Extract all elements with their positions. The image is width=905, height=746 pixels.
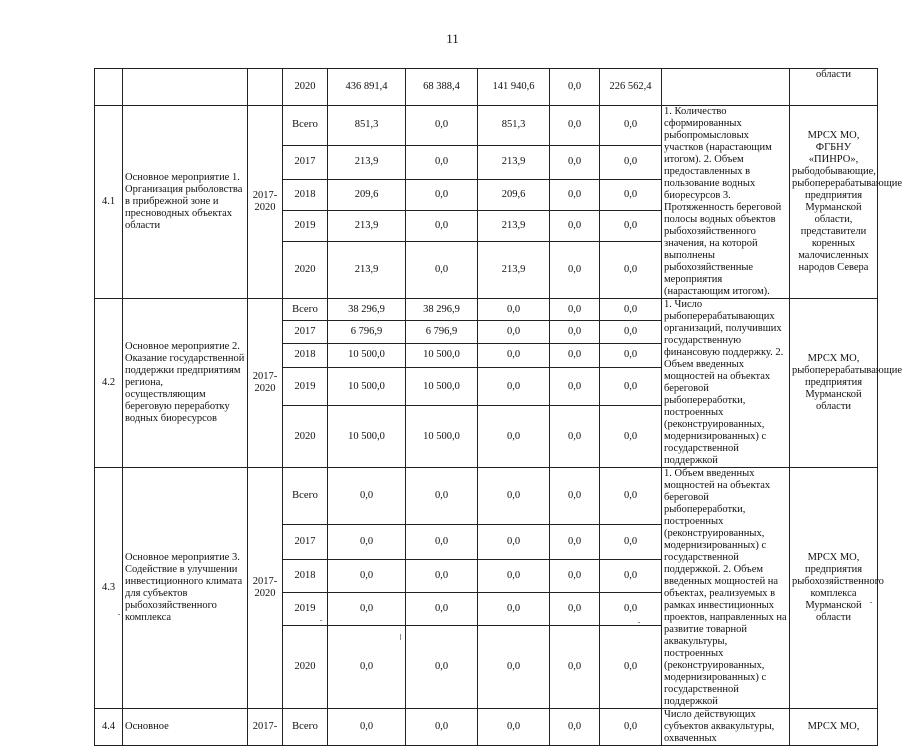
period-cell: [248, 69, 283, 106]
value-cell: 0,0: [600, 343, 662, 368]
value-cell: 0,0: [600, 524, 662, 560]
page-number: 11: [446, 31, 459, 46]
value-cell: 10 500,0: [406, 406, 478, 468]
year-cell: 2017: [283, 145, 328, 179]
value-cell: 0,0: [406, 145, 478, 179]
name-cell: [123, 69, 248, 106]
value-cell: 0,0: [600, 625, 662, 708]
value-cell: 0,0: [550, 524, 600, 560]
value-cell: 0,0: [550, 343, 600, 368]
indicators-cell: 1. Объем введенных мощностей на объектах береговой рыбопереработки, построенных (реконструированных, модернизированных) с государственной поддержкой. 2. Объем введенных мощностей на объектах, реализуемых в рамках инвестиционных проектов, направленных на развитие товарной аквакультуры, построенных (реконструированных, модернизированных) с государственной поддержкой: [662, 468, 790, 709]
year-cell: 2018: [283, 343, 328, 368]
value-cell: 0,0: [550, 321, 600, 343]
value-cell: 0,0: [406, 106, 478, 146]
year-cell: 2019: [283, 368, 328, 406]
executor-cell: МРСХ МО,: [790, 709, 878, 746]
value-cell: 0,0: [550, 69, 600, 106]
table-row: [95, 106, 878, 146]
value-cell: 0,0: [406, 560, 478, 593]
value-cell: 0,0: [478, 299, 550, 321]
value-cell: 0,0: [478, 560, 550, 593]
activity-name: Основное: [123, 709, 248, 746]
value-cell: 213,9: [328, 211, 406, 242]
table-row: [95, 468, 878, 525]
value-cell: 6 796,9: [406, 321, 478, 343]
activity-name: Основное мероприятие 2. Оказание государственной поддержки предприятиям региона, осуществляющим береговую переработку водных биоресурсов: [123, 299, 248, 468]
value-cell: 10 500,0: [406, 343, 478, 368]
value-cell: 0,0: [478, 406, 550, 468]
value-cell: 0,0: [550, 406, 600, 468]
value-cell: 141 940,6: [478, 69, 550, 106]
value-cell: 0,0: [478, 343, 550, 368]
value-cell: 0,0: [406, 211, 478, 242]
value-cell: 0,0: [550, 145, 600, 179]
executor-cell: области: [790, 69, 878, 106]
value-cell: 0,0: [406, 179, 478, 210]
year-cell: Всего: [283, 299, 328, 321]
value-cell: 0,0: [600, 406, 662, 468]
value-cell: 0,0: [600, 145, 662, 179]
value-cell: 10 500,0: [328, 343, 406, 368]
value-cell: 0,0: [600, 368, 662, 406]
year-cell: 2020: [283, 69, 328, 106]
value-cell: 0,0: [478, 321, 550, 343]
code-cell: [95, 69, 123, 106]
activity-period: 2017-2020: [248, 106, 283, 299]
value-cell: 68 388,4: [406, 69, 478, 106]
indicators-cell: 1. Число рыбоперерабатывающих организаций, получивших государственную финансовую поддержку. 2. Объем введенных мощностей на объектах береговой рыбопереработки, построенных (реконструированных, модернизированных) с государственной поддержкой: [662, 299, 790, 468]
value-cell: 213,9: [478, 145, 550, 179]
value-cell: 0,0: [478, 468, 550, 525]
value-cell: 0,0: [600, 592, 662, 625]
year-cell: 2018: [283, 179, 328, 210]
value-cell: 0,0: [406, 242, 478, 299]
activity-period: 2017-: [248, 709, 283, 746]
value-cell: 0,0: [550, 299, 600, 321]
value-cell: 0,0: [550, 625, 600, 708]
year-cell: 2017: [283, 321, 328, 343]
table-row: [95, 299, 878, 321]
year-cell: Всего: [283, 709, 328, 746]
value-cell: 213,9: [478, 211, 550, 242]
value-cell: 0,0: [478, 709, 550, 746]
activity-code: 4.2: [95, 299, 123, 468]
activity-code: 4.3: [95, 468, 123, 709]
value-cell: 851,3: [328, 106, 406, 146]
value-cell: 10 500,0: [328, 368, 406, 406]
value-cell: 213,9: [328, 242, 406, 299]
value-cell: 38 296,9: [406, 299, 478, 321]
value-cell: 0,0: [478, 368, 550, 406]
value-cell: 0,0: [406, 709, 478, 746]
activity-period: 2017-2020: [248, 299, 283, 468]
indicators-cell: 1. Количество сформированных рыбопромысловых участков (нарастающим итогом). 2. Объем предоставленных в пользование водных биоресурсов 3. Протяженность береговой полосы водных объектов рыбохозяйственного значения, на которой выполнены рыбохозяйственные мероприятия (нарастающим итогом).: [662, 106, 790, 299]
value-cell: 436 891,4: [328, 69, 406, 106]
year-cell: 2019: [283, 211, 328, 242]
indicators-cell: [662, 69, 790, 106]
value-cell: 0,0: [600, 211, 662, 242]
value-cell: 0,0: [550, 242, 600, 299]
year-cell: Всего: [283, 106, 328, 146]
value-cell: 0,0: [406, 524, 478, 560]
value-cell: 0,0: [600, 560, 662, 593]
value-cell: 213,9: [328, 145, 406, 179]
value-cell: 0,0: [550, 560, 600, 593]
value-cell: 0,0: [600, 106, 662, 146]
value-cell: 0,0: [478, 524, 550, 560]
value-cell: 0,0: [600, 242, 662, 299]
value-cell: 213,9: [478, 242, 550, 299]
scan-noise: [90, 600, 880, 640]
value-cell: 0,0: [550, 106, 600, 146]
year-cell: 2017: [283, 524, 328, 560]
value-cell: 0,0: [328, 592, 406, 625]
year-cell: 2020: [283, 242, 328, 299]
value-cell: 0,0: [406, 468, 478, 525]
value-cell: 226 562,4: [600, 69, 662, 106]
activity-name: Основное мероприятие 1. Организация рыболовства в прибрежной зоне и пресноводных объектах области: [123, 106, 248, 299]
executor-cell: МРСХ МО, ФГБНУ «ПИНРО», рыбодобывающие, рыбоперерабатывающие предприятия Мурманской области, представители коренных малочисленных народов Севера: [790, 106, 878, 299]
activity-period: 2017-2020: [248, 468, 283, 709]
value-cell: 0,0: [600, 709, 662, 746]
table-row-continuation: [95, 69, 878, 106]
value-cell: 0,0: [406, 592, 478, 625]
value-cell: 10 500,0: [328, 406, 406, 468]
year-cell: 2018: [283, 560, 328, 593]
value-cell: 0,0: [406, 625, 478, 708]
value-cell: 0,0: [550, 179, 600, 210]
activity-name: Основное мероприятие 3. Содействие в улучшении инвестиционного климата для субъектов рыбохозяйственного комплекса: [123, 468, 248, 709]
activity-code: 4.1: [95, 106, 123, 299]
year-cell: Всего: [283, 468, 328, 525]
activity-code: 4.4: [95, 709, 123, 746]
value-cell: 0,0: [328, 709, 406, 746]
year-cell: 2019: [283, 592, 328, 625]
value-cell: 0,0: [328, 625, 406, 708]
value-cell: 0,0: [600, 299, 662, 321]
indicators-cell: Число действующих субъектов аквакультуры, охваченных: [662, 709, 790, 746]
value-cell: 10 500,0: [406, 368, 478, 406]
value-cell: 0,0: [328, 468, 406, 525]
year-cell: 2020: [283, 406, 328, 468]
value-cell: 0,0: [600, 321, 662, 343]
value-cell: 0,0: [600, 468, 662, 525]
value-cell: 0,0: [550, 592, 600, 625]
value-cell: 0,0: [600, 179, 662, 210]
value-cell: 0,0: [550, 468, 600, 525]
value-cell: 6 796,9: [328, 321, 406, 343]
table-body: [95, 69, 903, 746]
value-cell: 0,0: [550, 211, 600, 242]
value-cell: 0,0: [328, 524, 406, 560]
executor-cell: МРСХ МО, предприятия рыбохозяйственного комплекса Мурманской области: [790, 468, 878, 709]
value-cell: 851,3: [478, 106, 550, 146]
value-cell: 0,0: [478, 625, 550, 708]
value-cell: 0,0: [550, 368, 600, 406]
year-cell: 2020: [283, 625, 328, 708]
value-cell: 209,6: [328, 179, 406, 210]
table-row: [95, 709, 878, 746]
program-activities-table: [94, 68, 903, 746]
value-cell: 38 296,9: [328, 299, 406, 321]
value-cell: 209,6: [478, 179, 550, 210]
value-cell: 0,0: [478, 592, 550, 625]
value-cell: 0,0: [328, 560, 406, 593]
value-cell: 0,0: [550, 709, 600, 746]
executor-cell: МРСХ МО, рыбоперерабатывающие предприятия Мурманской области: [790, 299, 878, 468]
